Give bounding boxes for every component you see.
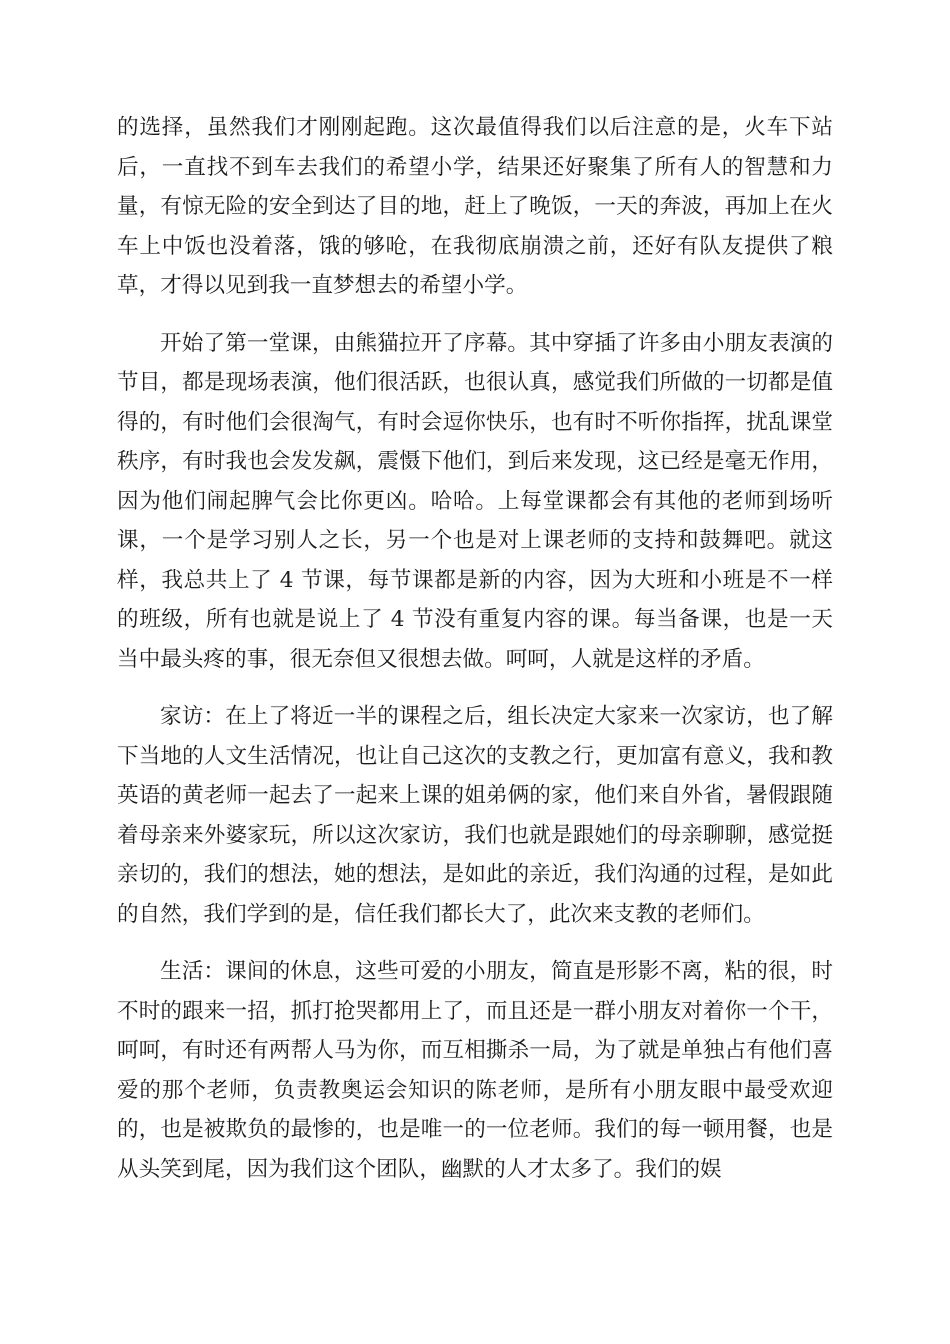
document-body (117, 108, 833, 1207)
paragraph-life: 生活：课间的休息，这些可爱的小朋友，简直是形影不离，粘的很，时不时的跟来一招，抓打抢哭都用上了，而且还是一群小朋友对着你一个干，呵呵，有时还有两帮人马为你，而互相撕杀一局，为了就是单独占有他们喜爱的那个老师，负责教奥运会知识的陈老师，是所有小朋友眼中最受欢迎的，也是被欺负的最惨的，也是唯一的一位老师。我们的每一顿用餐，也是从头笑到尾，因为我们这个团队，幽默的人才太多了。我们的娱 (117, 959, 833, 1182)
paragraph-travel: 的选择，虽然我们才刚刚起跑。这次最值得我们以后注意的是，火车下站后，一直找不到车去我们的希望小学，结果还好聚集了所有人的智慧和力量，有惊无险的安全到达了目的地，赶上了晚饭，一天的奔波，再加上在火车上中饭也没着落，饿的够呛，在我彻底崩溃之前，还好有队友提供了粮草，才得以见到我一直梦想去的希望小学。 (117, 115, 833, 298)
paragraph-first-class: 开始了第一堂课，由熊猫拉开了序幕。其中穿插了许多由小朋友表演的节目，都是现场表演，他们很活跃，也很认真，感觉我们所做的一切都是值得的，有时他们会很淘气，有时会逗你快乐，也有时不听你指挥，扰乱课堂秩序，有时我也会发发飙，震慑下他们，到后来发现，这已经是毫无作用，因为他们闹起脾气会比你更凶。哈哈。上每堂课都会有其他的老师到场听课，一个是学习别人之长，另一个也是对上课老师的支持和鼓舞吧。就这样，我总共上了 4 节课，每节课都是新的内容，因为大班和小班是不一样的班级，所有也就是说上了 4 节没有重复内容的课。每当备课，也是一天当中最头疼的事，很无奈但又很想去做。呵呵，人就是这样的矛盾。 (117, 330, 833, 672)
paragraph-home-visit: 家访：在上了将近一半的课程之后，组长决定大家来一次家访，也了解下当地的人文生活情况，也让自己这次的支教之行，更加富有意义，我和教英语的黄老师一起去了一起来上课的姐弟俩的家，他们来自外省，暑假跟随着母亲来外婆家玩，所以这次家访，我们也就是跟她们的母亲聊聊，感觉挺亲切的，我们的想法，她的想法，是如此的亲近，我们沟通的过程，是如此的自然，我们学到的是，信任我们都长大了，此次来支教的老师们。 (117, 704, 833, 927)
